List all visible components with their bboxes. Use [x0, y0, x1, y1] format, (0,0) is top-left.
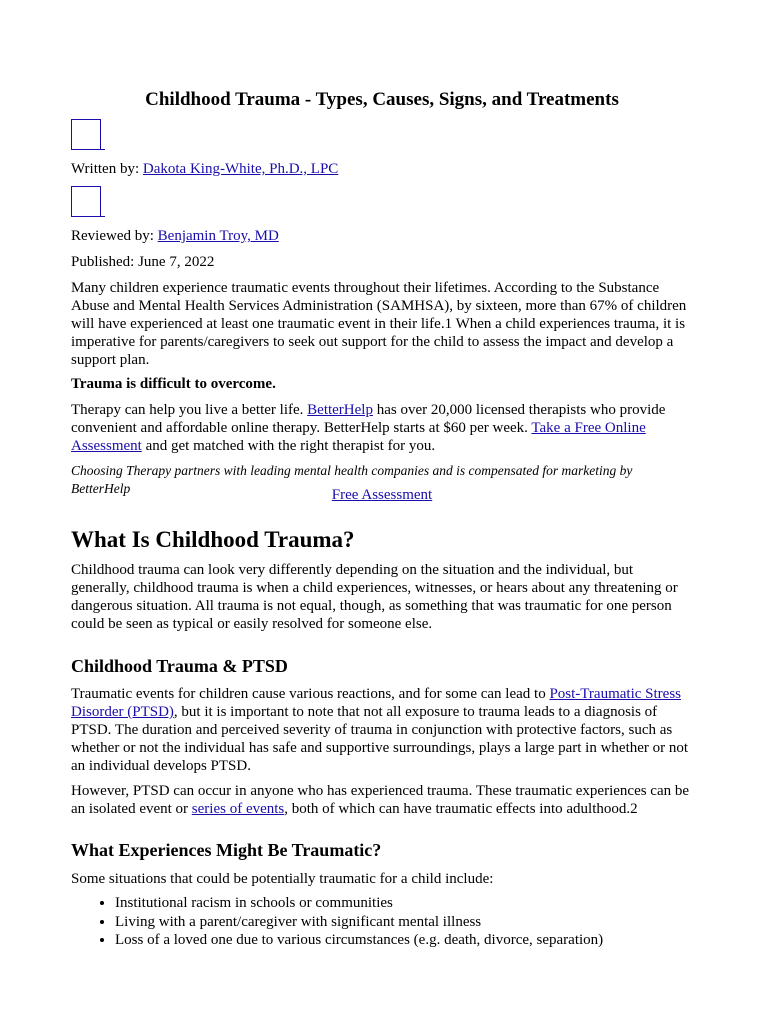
written-by: Written by: Dakota King-White, Ph.D., LPC: [71, 161, 339, 177]
reviewed-by: Reviewed by: Benjamin Troy, MD: [71, 228, 279, 244]
free-assessment-link[interactable]: Free Assessment: [331, 487, 433, 503]
ptsd-paragraph-1: Traumatic events for children cause various reactions, and for some can lead to Post-Traumatic Stress Disorder (PTSD), but it is important to note that not all exposure to trauma leads to a diagnosis of PTSD. The duration and perceived severity of trauma in conjunction with protective factors, such as whether or not the individual has safe and supportive surroundings, plays a large part in whether or not an individual develops PTSD.: [71, 686, 689, 774]
series-of-events-link[interactable]: series of events: [191, 801, 285, 817]
ptsd-link[interactable]: Post-Traumatic Stress Disorder (PTSD): [71, 686, 681, 720]
page-title: Childhood Trauma - Types, Causes, Signs, and Treatments: [145, 89, 619, 110]
section-heading-what-is: What Is Childhood Trauma?: [71, 527, 355, 552]
promo-disclaimer: Choosing Therapy partners with leading mental health companies and is compensated for marketing by BetterHelp: [71, 463, 633, 496]
intro-paragraph: Many children experience traumatic events throughout their lifetimes. According to the Substance Abuse and Mental Health Services Administration (SAMHSA), by sixteen, more than 67% of children will have experienced at least one traumatic event in their life.1 When a child experiences trauma, it is imperative for parents/caregivers to seek out support for the child to assess the impact and develop a support plan.: [71, 280, 687, 368]
betterhelp-link[interactable]: BetterHelp: [307, 402, 373, 418]
reviewer-avatar-link[interactable]: [71, 186, 105, 217]
list-item: • Living with a parent/caregiver with significant mental illness: [115, 913, 693, 932]
list-item: • Loss of a loved one due to various circumstances (e.g. death, divorce, separation): [115, 931, 693, 950]
reviewer-avatar: [71, 186, 101, 217]
promo-heading: Trauma is difficult to overcome.: [71, 376, 276, 392]
section-heading-ptsd: Childhood Trauma & PTSD: [71, 656, 288, 676]
author-link[interactable]: Dakota King-White, Ph.D., LPC: [142, 161, 339, 177]
section1-paragraph: Childhood trauma can look very differently depending on the situation and the individual, but generally, childhood trauma is when a child experiences, witnesses, or hears about any threatening or dangerous situation. All trauma is not equal, though, as something that was traumatic for one person could be seen as typical or easily resolved for someone else.: [71, 562, 678, 632]
experiences-intro: Some situations that could be potentially traumatic for a child include:: [71, 871, 494, 887]
list-item: • Institutional racism in schools or communities: [115, 894, 693, 913]
online-assessment-link[interactable]: Take a Free Online Assessment: [71, 420, 646, 454]
reviewer-link[interactable]: Benjamin Troy, MD: [157, 228, 279, 244]
author-avatar-link[interactable]: [71, 119, 105, 150]
published-date: Published: June 7, 2022: [71, 254, 215, 270]
section-heading-experiences: What Experiences Might Be Traumatic?: [71, 840, 382, 860]
experiences-list: [71, 894, 693, 950]
promo-paragraph: Therapy can help you live a better life. BetterHelp has over 20,000 licensed therapists who provide convenient and affordable online therapy. BetterHelp starts at $60 per week. Take a Free Online Assessment and get matched with the right therapist for you.: [71, 402, 666, 454]
free-assessment-row: [71, 486, 693, 504]
ptsd-paragraph-2: However, PTSD can occur in anyone who has experienced trauma. These traumatic experiences can be an isolated event or series of events, both of which can have traumatic effects into adulthood.2: [71, 783, 690, 817]
author-avatar: [71, 119, 101, 150]
